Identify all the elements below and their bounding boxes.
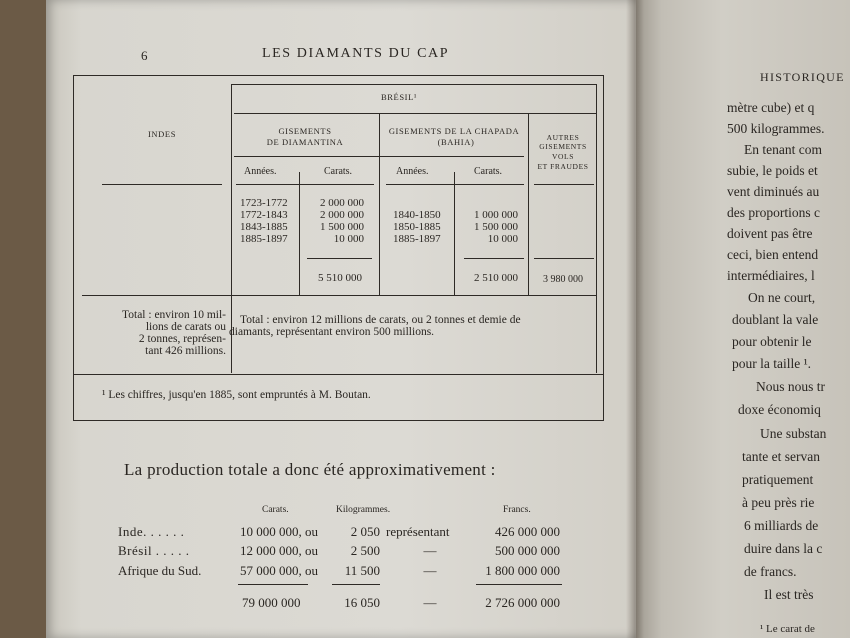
header-kg: Kilogrammes. xyxy=(336,505,391,515)
row-francs: 500 000 000 xyxy=(495,543,560,558)
right-line: doivent pas être xyxy=(727,226,813,241)
right-line: à peu près rie xyxy=(742,495,815,510)
diamond-table xyxy=(73,75,604,421)
bresil-total-line: diamants, représentant environ 500 millions. xyxy=(229,326,435,338)
running-head: LES DIAMANTS DU CAP xyxy=(262,46,450,61)
table-row: 10 000 xyxy=(333,233,364,245)
total-francs: 2 726 000 000 xyxy=(485,595,560,610)
chapada-header-1: GISEMENTS DE LA CHAPADA xyxy=(388,126,520,136)
row-francs: 1 800 000 000 xyxy=(485,563,560,578)
header-carats: Carats. xyxy=(262,505,289,515)
indes-header: INDES xyxy=(148,129,177,139)
page-number: 6 xyxy=(141,48,148,63)
table-row: 1840-1850 xyxy=(393,209,441,221)
row-sep: représentant xyxy=(386,524,450,539)
right-line: doublant la vale xyxy=(732,312,819,327)
sum-rule xyxy=(238,584,308,585)
right-running-head: HISTORIQUE xyxy=(760,70,845,84)
row-kg: 11 500 xyxy=(344,563,380,578)
table-row: 1843-1885 xyxy=(240,221,288,233)
table-row: 2 000 000 xyxy=(320,197,364,209)
right-line: tante et servan xyxy=(742,449,820,464)
right-line: mètre cube) et q xyxy=(727,100,815,115)
diamantina-total: 5 510 000 xyxy=(318,272,362,284)
indes-total-line: lions de carats ou xyxy=(145,321,226,333)
diamantina-header-2: DE DIAMANTINA xyxy=(266,137,344,147)
indes-total-line: tant 426 millions. xyxy=(145,345,226,357)
right-line: Une substan xyxy=(760,426,827,441)
table-footnote: ¹ Les chiffres, jusqu'en 1885, sont empruntés à M. Boutan. xyxy=(102,389,371,401)
autres-header-3: VOLS xyxy=(552,152,574,161)
chapada-carats-header: Carats. xyxy=(474,166,503,177)
right-line: Nous nous tr xyxy=(756,379,826,394)
right-line: duire dans la c xyxy=(744,541,823,556)
table-row: 1 000 000 xyxy=(474,209,518,221)
table-row: 2 000 000 xyxy=(320,209,364,221)
row-kg: 2 500 xyxy=(350,543,380,558)
header-francs: Francs. xyxy=(503,505,531,515)
right-line: subie, le poids et xyxy=(727,163,818,178)
right-line: En tenant com xyxy=(744,142,822,157)
row-label-bresil: Brésil . . . . . xyxy=(118,543,190,558)
row-kg: 2 050 xyxy=(350,524,380,539)
chapada-total: 2 510 000 xyxy=(474,272,518,284)
bresil-header: BRÉSIL¹ xyxy=(381,92,418,102)
book-gutter xyxy=(626,0,644,638)
table-row: 1 500 000 xyxy=(320,221,364,233)
right-line: 6 milliards de xyxy=(744,518,819,533)
table-row: 10 000 xyxy=(487,233,518,245)
bresil-total-line: Total : environ 12 millions de carats, ou 2 tonnes et demie de xyxy=(240,314,521,326)
total-carats: 79 000 000 xyxy=(242,595,301,610)
right-line: des proportions c xyxy=(727,205,820,220)
row-sep: — xyxy=(423,543,437,558)
table-row: 1772-1843 xyxy=(240,209,288,221)
row-carats: 10 000 000, ou xyxy=(240,524,318,539)
indes-total-line: 2 tonnes, représen- xyxy=(138,333,226,345)
row-label-inde: Inde. . . . . . xyxy=(118,524,185,539)
autres-header-2: GISEMENTS xyxy=(539,142,587,151)
chapada-years-header: Années. xyxy=(396,166,429,177)
sum-rule xyxy=(476,584,562,585)
total-sep: — xyxy=(423,595,437,610)
autres-header-4: ET FRAUDES xyxy=(537,162,589,171)
total-kg: 16 050 xyxy=(344,595,380,610)
right-line: ceci, bien entend xyxy=(727,247,819,262)
diamantina-years-header: Années. xyxy=(244,166,277,177)
production-title: La production totale a donc été approximativement : xyxy=(124,460,496,479)
table-row: 1 500 000 xyxy=(474,221,518,233)
right-line: de francs. xyxy=(744,564,797,579)
right-line: pour la taille ¹. xyxy=(732,356,812,371)
row-label-afrique: Afrique du Sud. xyxy=(118,563,202,578)
table-row: 1885-1897 xyxy=(393,233,441,245)
sum-rule xyxy=(332,584,380,585)
row-francs: 426 000 000 xyxy=(495,524,560,539)
row-carats: 57 000 000, ou xyxy=(240,563,318,578)
table-row: 1723-1772 xyxy=(240,197,288,209)
right-line: 500 kilogrammes. xyxy=(727,121,825,136)
row-sep: — xyxy=(423,563,437,578)
right-line: vent diminués au xyxy=(727,184,820,199)
row-carats: 12 000 000, ou xyxy=(240,543,318,558)
right-line: intermédiaires, l xyxy=(727,268,815,283)
autres-header-1: AUTRES xyxy=(546,133,580,142)
indes-total-line: Total : environ 10 mil- xyxy=(122,309,226,321)
right-footnote: ¹ Le carat de xyxy=(760,623,815,635)
diamantina-carats-header: Carats. xyxy=(324,166,353,177)
right-line: On ne court, xyxy=(748,290,816,305)
right-line: doxe économiq xyxy=(738,402,821,417)
right-line: pour obtenir le xyxy=(732,334,812,349)
table-row: 1885-1897 xyxy=(240,233,288,245)
diamantina-header-1: GISEMENTS xyxy=(278,126,332,136)
right-line: Il est très xyxy=(764,587,814,602)
chapada-header-2: (BAHIA) xyxy=(437,137,475,147)
right-line: pratiquement xyxy=(742,472,814,487)
table-row: 1850-1885 xyxy=(393,221,441,233)
autres-total: 3 980 000 xyxy=(543,274,583,285)
